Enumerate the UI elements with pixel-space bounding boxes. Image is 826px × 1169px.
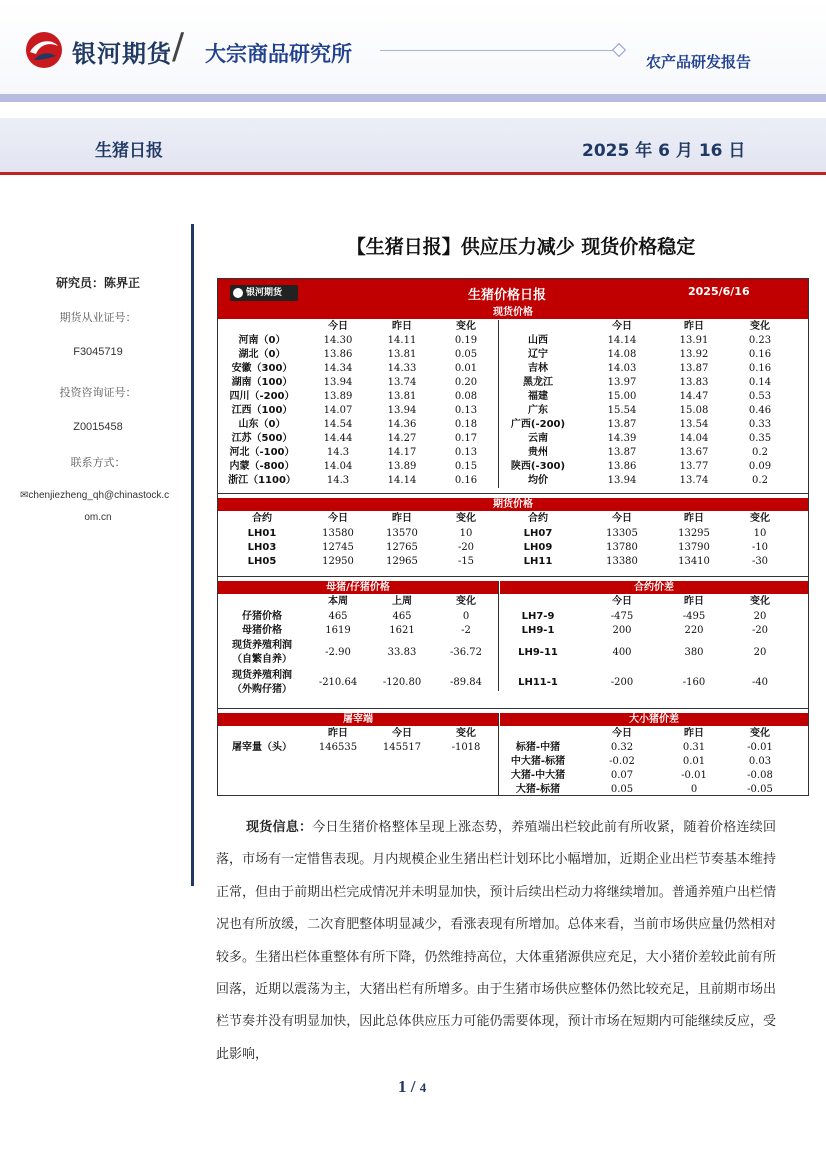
spot-region-label: 辽宁 [528, 349, 548, 360]
section-size-spread: 大小猪价差 [500, 713, 808, 726]
spot-change: 0.01 [454, 363, 478, 374]
spot-yesterday: 13.54 [679, 419, 709, 430]
spread-col-header: 昨日 [684, 596, 704, 607]
spot-today: 14.30 [323, 335, 353, 346]
spot-change: 0.15 [454, 461, 478, 472]
spot-change: 0.13 [454, 405, 478, 416]
sow-change: -2 [461, 625, 471, 636]
spread-change: 20 [753, 647, 767, 658]
futures-cert-label: 期货从业证号： [59, 311, 137, 324]
sow-change: -36.72 [449, 647, 482, 658]
spot-yesterday: 13.94 [387, 405, 417, 416]
spot-today: 14.14 [607, 335, 637, 346]
size-col-header: 今日 [612, 728, 632, 739]
size-yesterday: 0.31 [682, 742, 706, 753]
futures-value: 12745 [322, 542, 354, 553]
futures-col-header: 变化 [456, 513, 476, 524]
email-line-2[interactable]: om.cn [84, 512, 112, 523]
section-contract-spread: 合约价差 [500, 581, 808, 594]
spot-mid-divider [498, 320, 499, 488]
spot-yesterday: 15.08 [679, 405, 709, 416]
contract-label: LH11 [523, 556, 553, 567]
email-link[interactable] [20, 490, 190, 501]
spot-change: 0.14 [748, 377, 772, 388]
spot-today: 15.54 [607, 405, 637, 416]
spread-today: -200 [610, 677, 634, 688]
logo-divider: / [172, 26, 185, 67]
spot-today: 14.08 [607, 349, 637, 360]
size-today: -0.02 [609, 756, 635, 767]
futures-value: -10 [751, 542, 769, 553]
spot-today: 13.97 [607, 377, 637, 388]
size-spread-label: 大猪-标猪 [515, 784, 561, 795]
sow-change: -89.84 [449, 677, 482, 688]
futures-value: 13580 [322, 528, 354, 539]
spot-region-label: 吉林 [528, 363, 548, 374]
spot-today: 14.03 [607, 363, 637, 374]
futures-value: 13410 [678, 556, 710, 567]
spot-yesterday: 13.74 [679, 475, 709, 486]
sow-row-label: 母猪价格 [242, 625, 282, 636]
logo-text: 银河期货 [72, 40, 172, 68]
spread-yesterday: -160 [682, 677, 706, 688]
spot-col-header: 昨日 [684, 321, 704, 332]
spot-yesterday: 14.36 [387, 419, 417, 430]
size-col-header: 变化 [750, 728, 770, 739]
logo-dot-icon [233, 288, 243, 298]
sow-last-week: 33.83 [387, 647, 417, 658]
spot-region-label: 湖北（0） [238, 349, 286, 360]
futures-value: 12950 [322, 556, 354, 567]
page-number [398, 1077, 426, 1097]
spot-today: 15.00 [607, 391, 637, 402]
spot-today: 14.3 [326, 475, 350, 486]
sow-this-week: 1619 [325, 625, 351, 636]
page-total: 4 [419, 1080, 427, 1095]
spot-yesterday: 13.92 [679, 349, 709, 360]
spot-col-header: 今日 [328, 321, 348, 332]
futures-value: 13380 [606, 556, 638, 567]
sidebar-divider [191, 224, 194, 886]
page-header [0, 0, 826, 94]
futures-value: -30 [751, 556, 769, 567]
sow-row-label: 现货养殖利润 [232, 640, 292, 651]
spot-change: 0.16 [454, 475, 478, 486]
contract-label: LH05 [247, 556, 277, 567]
sow-row-sublabel: （自繁自养） [232, 654, 292, 665]
spread-change: -20 [751, 625, 769, 636]
spot-yesterday: 13.81 [387, 391, 417, 402]
spot-yesterday: 13.87 [679, 363, 709, 374]
spot-region-label: 山东（0） [238, 419, 286, 430]
section-futures-prices: 期货价格 [218, 498, 808, 511]
spot-region-label: 江西（100） [231, 405, 293, 416]
spread-yesterday: 220 [684, 625, 704, 636]
decorative-line [380, 50, 620, 51]
size-spread-label: 大猪-中大猪 [510, 770, 566, 781]
paragraph-lead: 现货信息： [246, 820, 313, 835]
spread-today: 200 [612, 625, 632, 636]
spot-region-label: 黑龙江 [523, 377, 553, 388]
institute-name: 大宗商品研究所 [205, 42, 352, 66]
size-spread-label: 标猪-中猪 [515, 742, 561, 753]
size-change: -0.05 [747, 784, 773, 795]
spot-change: 0.46 [748, 405, 772, 416]
spread-today: -475 [610, 611, 634, 622]
page-sep: / [406, 1077, 420, 1096]
spot-yesterday: 14.04 [679, 433, 709, 444]
spot-today: 14.44 [323, 433, 353, 444]
sow-last-week: 465 [392, 611, 412, 622]
section-rule [218, 493, 808, 494]
spot-region-label: 河北（-100） [229, 447, 295, 458]
mail-icon: ✉ [20, 490, 29, 501]
spot-change: 0.2 [752, 447, 768, 458]
spot-col-header: 变化 [750, 321, 770, 332]
contact-label: 联系方式： [70, 456, 126, 469]
spot-yesterday: 13.67 [679, 447, 709, 458]
size-change: -0.08 [747, 770, 773, 781]
spot-change: 0.33 [748, 419, 772, 430]
size-change: 0.03 [748, 756, 772, 767]
slaughter-label: 屠宰量（头） [232, 742, 292, 753]
spot-yesterday: 13.74 [387, 377, 417, 388]
futures-value: 13780 [606, 542, 638, 553]
spot-region-label: 福建 [528, 391, 548, 402]
contract-label: LH01 [247, 528, 277, 539]
spot-change: 0.09 [748, 461, 772, 472]
spot-region-label: 广西(-200) [510, 419, 566, 430]
contract-label: LH07 [523, 528, 553, 539]
spread-change: 20 [753, 611, 767, 622]
size-yesterday: 0 [690, 784, 698, 795]
spot-region-label: 山西 [528, 335, 548, 346]
spread-label: LH9-11 [518, 647, 558, 658]
futures-col-header: 昨日 [684, 513, 704, 524]
spot-yesterday: 13.91 [679, 335, 709, 346]
slaughter-today: 145517 [382, 742, 422, 753]
futures-value: 10 [459, 528, 473, 539]
size-change: -0.01 [747, 742, 773, 753]
spot-today: 13.89 [323, 391, 353, 402]
futures-value: 12765 [386, 542, 418, 553]
spot-yesterday: 13.81 [387, 349, 417, 360]
spot-region-label: 云南 [528, 433, 548, 444]
spot-change: 0.18 [454, 419, 478, 430]
spot-change: 0.53 [748, 391, 772, 402]
article-title: 【生猪日报】供应压力减少 现货价格稳定 [346, 236, 696, 258]
sow-row-label: 仔猪价格 [242, 611, 282, 622]
spot-region-label: 安徽（300） [231, 363, 293, 374]
table-title: 生猪价格日报 [468, 288, 547, 303]
spot-region-label: 陕西(-300) [510, 461, 566, 472]
size-today: 0.05 [610, 784, 634, 795]
spot-today: 13.87 [607, 447, 637, 458]
futures-col-header: 合约 [252, 513, 272, 524]
sow-col-header: 变化 [456, 596, 476, 607]
spot-today: 14.04 [323, 461, 353, 472]
spot-yesterday: 14.17 [387, 447, 417, 458]
sow-col-header: 上周 [392, 596, 412, 607]
futures-value: 13305 [606, 528, 638, 539]
spot-change: 0.16 [748, 363, 772, 374]
spot-region-label: 内蒙（-800） [229, 461, 295, 472]
header-red-rule [0, 172, 826, 175]
sow-row-label: 现货养殖利润 [232, 670, 292, 681]
size-col-header: 昨日 [684, 728, 704, 739]
spot-yesterday: 14.33 [387, 363, 417, 374]
spot-today: 14.39 [607, 433, 637, 444]
spot-region-label: 河南（0） [238, 335, 286, 346]
spread-col-header: 今日 [612, 596, 632, 607]
spread-col-header: 变化 [750, 596, 770, 607]
spot-col-header: 变化 [456, 321, 476, 332]
spot-region-label: 浙江（1100） [228, 475, 296, 486]
page-current: 1 [398, 1077, 407, 1096]
contract-label: LH09 [523, 542, 553, 553]
spot-today: 13.94 [323, 377, 353, 388]
futures-col-header: 今日 [328, 513, 348, 524]
spot-change: 0.05 [454, 349, 478, 360]
futures-value: 12965 [386, 556, 418, 567]
header-band [0, 94, 826, 102]
sow-last-week: -120.80 [382, 677, 422, 688]
contract-label: LH03 [247, 542, 277, 553]
size-yesterday: 0.01 [682, 756, 706, 767]
futures-value: 10 [753, 528, 767, 539]
section-spot-prices: 现货价格 [218, 306, 808, 319]
spread-label: LH7-9 [521, 611, 555, 622]
sow-row-sublabel: （外购仔猪） [232, 684, 292, 695]
size-yesterday: -0.01 [681, 770, 707, 781]
spot-yesterday: 13.77 [679, 461, 709, 472]
spot-yesterday: 14.11 [387, 335, 417, 346]
table-header-bar [218, 279, 808, 306]
section-slaughter: 屠宰端 [218, 713, 498, 726]
futures-col-header: 昨日 [392, 513, 412, 524]
size-today: 0.07 [610, 770, 634, 781]
futures-value: -15 [457, 556, 475, 567]
table-logo [230, 285, 298, 301]
table-date: 2025/6/16 [688, 285, 750, 298]
spot-today: 13.86 [323, 349, 353, 360]
spot-info-paragraph [216, 812, 776, 1071]
spot-today: 13.94 [607, 475, 637, 486]
report-date: 2025 年 6 月 16 日 [582, 141, 746, 161]
spread-change: -40 [751, 677, 769, 688]
spot-today: 14.3 [326, 447, 350, 458]
sow-this-week: -2.90 [325, 647, 351, 658]
report-name: 生猪日报 [95, 141, 163, 161]
spot-region-label: 贵州 [528, 447, 548, 458]
slaughter-yesterday: 146535 [318, 742, 358, 753]
galaxy-logo-icon [24, 30, 64, 70]
slaughter-col-header: 昨日 [328, 728, 348, 739]
futures-value: -20 [457, 542, 475, 553]
slaughter-col-header: 今日 [392, 728, 412, 739]
spot-change: 0.17 [454, 433, 478, 444]
section-rule [218, 576, 808, 577]
table-logo-text: 银河期货 [246, 288, 283, 298]
futures-value: 13790 [678, 542, 710, 553]
size-spread-label: 中大猪-标猪 [510, 756, 566, 767]
spread-today: 400 [612, 647, 632, 658]
sow-this-week: -210.64 [318, 677, 358, 688]
spot-yesterday: 13.89 [387, 461, 417, 472]
spot-change: 0.35 [748, 433, 772, 444]
spot-region-label: 四川（-200） [229, 391, 295, 402]
diamond-icon [612, 43, 626, 57]
futures-col-header: 合约 [528, 513, 548, 524]
spot-change: 0.20 [454, 377, 478, 388]
spot-change: 0.23 [748, 335, 772, 346]
futures-col-header: 今日 [612, 513, 632, 524]
advisory-cert-value: Z0015458 [73, 421, 123, 433]
pig-price-table [217, 278, 809, 796]
spot-yesterday: 14.47 [679, 391, 709, 402]
spot-today: 13.86 [607, 461, 637, 472]
spot-change: 0.13 [454, 447, 478, 458]
spot-col-header: 昨日 [392, 321, 412, 332]
spot-yesterday: 14.14 [387, 475, 417, 486]
report-type: 农产品研发报告 [646, 53, 752, 71]
spot-yesterday: 14.27 [387, 433, 417, 444]
section-sow-piglet: 母猪/仔猪价格 [218, 581, 498, 594]
email-line-1: chenjiezheng_qh@chinastock.c [28, 490, 170, 501]
spot-region-label: 江苏（500） [231, 433, 293, 444]
spot-region-label: 均价 [528, 475, 548, 486]
analyst-label: 研究员：陈界正 [55, 276, 140, 290]
spot-change: 0.2 [752, 475, 768, 486]
sow-col-header: 本周 [328, 596, 348, 607]
sow-change: 0 [462, 611, 470, 622]
spot-today: 14.07 [323, 405, 353, 416]
spread-yesterday: -495 [682, 611, 706, 622]
header-gap [0, 102, 826, 118]
spot-change: 0.08 [454, 391, 478, 402]
spot-change: 0.16 [748, 349, 772, 360]
spot-today: 13.87 [607, 419, 637, 430]
section-rule [218, 708, 808, 709]
spread-label: LH11-1 [518, 677, 558, 688]
paragraph-text: 今日生猪价格整体呈现上涨态势，养殖端出栏较此前有所收紧，随着价格连续回落，市场有一定惜售表现。月内规模企业生猪出栏计划环比小幅增加，近期企业出栏节奏基本维持正常，但由于前期出栏完成情况并未明显加快，预计后续出栏动力将继续增加。普通养殖户出栏情况也有所放缓，二次育肥整体明显减少，看涨表现有所增加。总体来看，当前市场供应量仍然相对较多。生猪出栏体重整体有所下降，仍然维持高位，大体重猪源供应充足，大小猪价差较此前有所回落，近期以震荡为主，大猪出栏有所增多。由于生猪市场供应整体仍然比较充足，且前期市场出栏节奏并没有明显加快，因此总体供应压力可能仍需要体现，预计市场在短期内可能继续反应，受此影响， [216, 820, 776, 1062]
sow-last-week: 1621 [389, 625, 415, 636]
spot-region-label: 湖南（100） [231, 377, 293, 388]
futures-cert-value: F3045719 [73, 346, 123, 358]
futures-value: 13570 [386, 528, 418, 539]
spread-yesterday: 380 [684, 647, 704, 658]
slaughter-change: -1018 [451, 742, 481, 753]
spot-today: 14.54 [323, 419, 353, 430]
spot-change: 0.19 [454, 335, 478, 346]
slaughter-col-header: 变化 [456, 728, 476, 739]
futures-col-header: 变化 [750, 513, 770, 524]
advisory-cert-label: 投资咨询证号： [59, 386, 137, 399]
spot-yesterday: 13.83 [679, 377, 709, 388]
size-today: 0.32 [610, 742, 634, 753]
spot-region-label: 广东 [528, 405, 548, 416]
futures-value: 13295 [678, 528, 710, 539]
spread-label: LH9-1 [521, 625, 555, 636]
spot-today: 14.34 [323, 363, 353, 374]
spot-col-header: 今日 [612, 321, 632, 332]
sow-this-week: 465 [328, 611, 348, 622]
